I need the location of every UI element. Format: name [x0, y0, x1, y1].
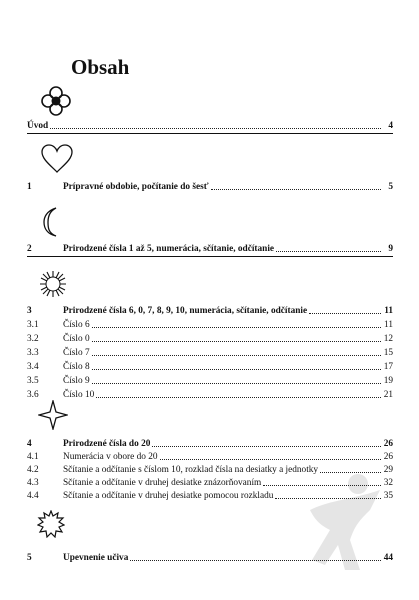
- sun-icon: [38, 270, 68, 298]
- toc-label: Upevnenie učiva: [63, 553, 129, 563]
- toc-number: 5: [27, 553, 32, 563]
- leader-dots: [309, 313, 381, 314]
- toc-page: 17: [383, 362, 393, 372]
- crescent-moon-icon: [38, 206, 62, 238]
- toc-label: Prirodzené čísla 6, 0, 7, 8, 9, 10, numerácia, sčítanie, odčítanie: [63, 306, 308, 316]
- toc-number: 4: [27, 439, 32, 449]
- toc-row-3-3[interactable]: [27, 347, 393, 359]
- toc-number: 4.4: [27, 491, 39, 501]
- toc-label: Prípravné obdobie, počítanie do šesť: [63, 182, 209, 192]
- toc-page: 11: [384, 306, 393, 316]
- four-point-star-icon: [38, 400, 68, 430]
- toc-page: 35: [383, 491, 393, 501]
- toc-number: 3: [27, 306, 32, 316]
- toc-row-3-1[interactable]: [27, 319, 393, 331]
- leader-dots: [152, 446, 381, 447]
- toc-label: Číslo 9: [63, 376, 90, 386]
- toc-row-3-6[interactable]: [27, 389, 393, 401]
- leader-dots: [92, 355, 381, 356]
- toc-row-2[interactable]: [27, 243, 393, 257]
- watermark-figure-icon: [300, 470, 390, 580]
- toc-page: 5: [388, 182, 393, 192]
- toc-label: Prirodzené čísla do 20: [63, 439, 151, 449]
- toc-page: 9: [388, 244, 393, 254]
- toc-row-1[interactable]: [27, 181, 393, 193]
- leader-dots: [92, 327, 381, 328]
- toc-page: 12: [383, 334, 393, 344]
- toc-page: 4: [388, 121, 393, 131]
- toc-label: Číslo 6: [63, 320, 90, 330]
- toc-label: Úvod: [27, 121, 49, 131]
- leader-dots: [211, 189, 381, 190]
- toc-row-3[interactable]: [27, 305, 393, 317]
- toc-page: 29: [383, 465, 393, 475]
- toc-page: 19: [383, 376, 393, 386]
- toc-label: Prirodzené čísla 1 až 5, numerácia, sčítanie, odčítanie: [63, 244, 275, 254]
- toc-number: 3.3: [27, 348, 39, 358]
- toc-label: Sčítanie a odčítanie v druhej desiatke znázorňovaním: [63, 478, 262, 488]
- toc-label: Sčítanie a odčítanie s číslom 10, rozklad čísla na desiatky a jednotky: [63, 465, 319, 475]
- leader-dots: [50, 128, 381, 129]
- toc-number: 4.3: [27, 478, 39, 488]
- leader-dots: [160, 459, 382, 460]
- toc-number: 3.6: [27, 390, 39, 400]
- toc-number: 2: [27, 244, 32, 254]
- toc-row-3-2[interactable]: [27, 333, 393, 345]
- leader-dots: [92, 341, 381, 342]
- flower-icon: [40, 86, 72, 116]
- toc-number: 1: [27, 182, 32, 192]
- toc-page: 26: [383, 439, 393, 449]
- toc-number: 3.2: [27, 334, 39, 344]
- toc-label: Číslo 8: [63, 362, 90, 372]
- leader-dots: [92, 369, 381, 370]
- toc-row-4-1[interactable]: [27, 451, 393, 463]
- page-title: Obsah: [71, 55, 130, 79]
- heart-icon: [40, 144, 74, 174]
- toc-row-3-4[interactable]: [27, 361, 393, 373]
- toc-row-intro[interactable]: [27, 120, 393, 134]
- starburst-icon: [37, 510, 65, 538]
- toc-number: 3.4: [27, 362, 39, 372]
- toc-page: 11: [384, 320, 393, 330]
- toc-number: 3.1: [27, 320, 39, 330]
- toc-page: 26: [383, 452, 393, 462]
- leader-dots: [276, 251, 381, 252]
- toc-label: Numerácia v obore do 20: [63, 452, 158, 462]
- toc-number: 3.5: [27, 376, 39, 386]
- leader-dots: [92, 383, 381, 384]
- toc-label: Sčítanie a odčítanie v druhej desiatke pomocou rozkladu: [63, 491, 274, 501]
- toc-page: 44: [383, 553, 393, 563]
- toc-row-4[interactable]: [27, 438, 393, 450]
- toc-number: 4.2: [27, 465, 39, 475]
- toc-row-3-5[interactable]: [27, 375, 393, 387]
- leader-dots: [96, 397, 381, 398]
- toc-number: 4.1: [27, 452, 39, 462]
- toc-page: 15: [383, 348, 393, 358]
- toc-label: Číslo 7: [63, 348, 90, 358]
- toc-page: 21: [383, 390, 393, 400]
- toc-page: 32: [383, 478, 393, 488]
- toc-label: Číslo 0: [63, 334, 90, 344]
- toc-label: Číslo 10: [63, 390, 95, 400]
